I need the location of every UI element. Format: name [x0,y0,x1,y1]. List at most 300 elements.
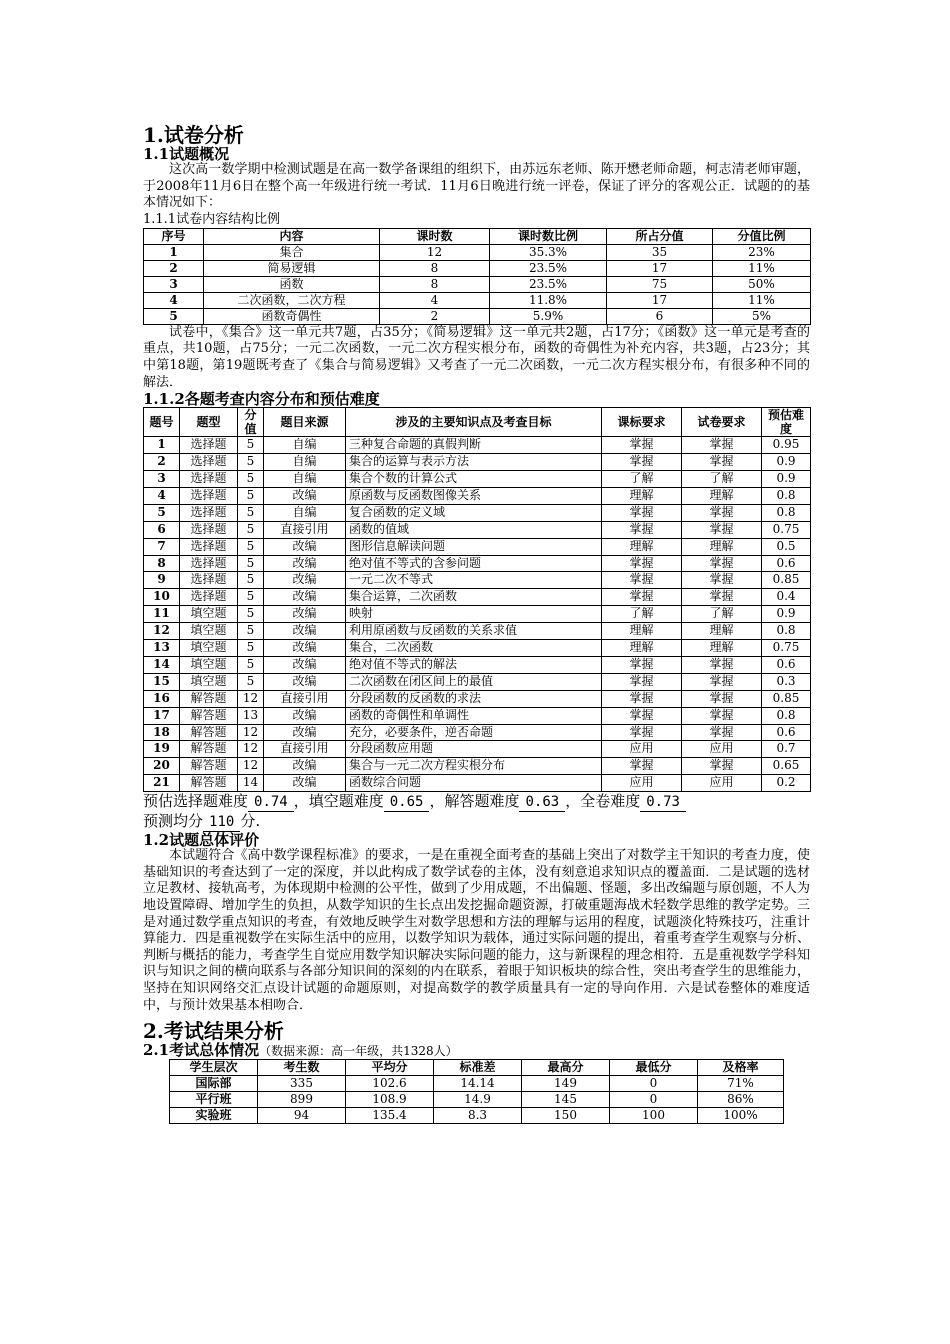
table-cell: 13 [144,640,180,657]
table-cell: 12 [238,724,264,741]
whole-difficulty-label: ，全卷难度 [565,792,641,811]
section-1-1-2-title: 1.1.2各题考查内容分布和预估难度 [143,390,380,409]
table-cell: 掌握 [682,690,762,707]
table-cell: 9 [144,572,180,589]
table-row [144,572,811,589]
table-cell: 分段函数应用题 [346,741,602,758]
section-1-2-title: 1.2试题总体评价 [143,831,260,850]
column-header: 分值比例 [713,228,811,244]
table-cell: 集合，二次函数 [346,640,602,657]
table-cell: 0.8 [762,623,811,640]
table-row [144,470,811,487]
table-cell: 应用 [602,775,682,792]
table-cell: 选择题 [180,538,238,555]
table-row [144,555,811,572]
table-row [144,775,811,792]
table-cell: 函数综合问题 [346,775,602,792]
table-cell: 掌握 [682,724,762,741]
table-cell: 13 [238,707,264,724]
table-cell: 掌握 [682,589,762,606]
table-cell: 0.9 [762,470,811,487]
table-cell: 选择题 [180,572,238,589]
table-cell: 填空题 [180,606,238,623]
table-cell: 17 [607,292,713,308]
table-cell: 理解 [602,487,682,504]
table-row [144,244,811,260]
table-row [144,504,811,521]
table-cell: 23.5% [490,276,607,292]
table-cell: 12 [238,741,264,758]
table-cell: 23% [713,244,811,260]
column-header: 课标要求 [602,408,682,437]
table-cell: 映射 [346,606,602,623]
table-cell: 改编 [264,606,346,623]
table-cell: 11 [144,606,180,623]
table-cell: 掌握 [602,690,682,707]
choice-difficulty-value: 0.74 [248,793,294,812]
table-cell: 5 [238,606,264,623]
table-cell: 掌握 [602,707,682,724]
table-cell: 理解 [682,623,762,640]
table-cell: 掌握 [682,572,762,589]
table-cell: 108.9 [346,1092,434,1108]
table-row [144,640,811,657]
intro-paragraph: 这次高一数学期中检测试题是在高一数学备课组的组织下，由苏远东老师、陈开懋老师命题，柯志清老师审题，于2008年11月6日在整个高一年级进行统一考试．11月6日晚进行统一评卷，保证了评分的客观公正．试题的的基本情况如下： [143,162,810,211]
table-cell: 填空题 [180,640,238,657]
column-header: 最高分 [522,1060,610,1076]
table-cell: 利用原函数与反函数的关系求值 [346,623,602,640]
column-header: 题号 [144,408,180,437]
table-cell: 0 [610,1076,698,1092]
table-cell: 掌握 [602,656,682,673]
table-row [144,606,811,623]
table-cell: 解答题 [180,707,238,724]
table-row [144,308,811,324]
table-cell: 绝对值不等式的解法 [346,656,602,673]
column-header: 课时数 [380,228,490,244]
choice-difficulty-label: 预估选择题难度 [143,792,249,811]
table-cell: 5 [238,454,264,471]
fill-difficulty-value: 0.65 [384,793,430,812]
evaluation-paragraph: 本试题符合《高中数学课程标准》的要求，一是在重视全面考查的基础上突出了对数学主干知识的考查力度，使基础知识的考查达到了一定的深度，并以此构成了数学试卷的主体，没有刻意追求知识点的覆盖面．二是试题的选材立足教材、接轨高考，为体现期中检测的公平性，做到了少用成题，不出偏题、怪题，多出改编题与原创题，不人为地设置障碍、增加学生的负担，从数学知识的生长点出发挖掘命题资源，打破重题海战术轻数学思维的教学定势。三是对通过数学重点知识的考查，有效地反映学生对数学思想和方法的理解与运用的程度，试题淡化特殊技巧，注重计算能力．四是重视数学在实际生活中的应用，以数学知识为载体，通过实际问题的提出，着重考查学生观察与分析、判断与概括的能力，考查学生自觉应用数学知识解决实际问题的能力，这与新课程的理念相符．五是重视数学学科知识与知识之间的横向联系与各部分知识间的深刻的内在联系，着眼于知识板块的综合性，突出考查学生的思维能力，坚持在知识网络交汇点设计试题的命题原则，对提高数学的教学质量具有一定的导向作用．六是试卷整体的难度适中，与预计效果基本相吻合． [143,848,810,1013]
table-cell: 0.75 [762,521,811,538]
table-cell: 掌握 [602,454,682,471]
question-distribution-table [143,407,811,792]
predicted-average-label: 预测均分 [143,812,204,831]
content-structure-table [143,228,811,325]
table-cell: 0.6 [762,555,811,572]
table-cell: 集合运算，二次函数 [346,589,602,606]
table-cell: 11% [713,292,811,308]
table-row [144,656,811,673]
table-cell: 0.5 [762,538,811,555]
table-cell: 理解 [602,538,682,555]
table-cell: 18 [144,724,180,741]
column-header: 平均分 [346,1060,434,1076]
table-cell: 了解 [602,606,682,623]
table-cell: 改编 [264,724,346,741]
table-cell: 掌握 [682,504,762,521]
column-header: 题型 [180,408,238,437]
table-cell: 16 [144,690,180,707]
table-cell: 了解 [602,470,682,487]
table-cell: 二次函数，二次方程 [204,292,380,308]
table-cell: 8 [144,555,180,572]
table-row [144,437,811,454]
table-cell: 应用 [602,741,682,758]
table-cell: 2 [144,260,204,276]
section-2-1-title [143,1042,810,1059]
table-cell: 选择题 [180,470,238,487]
column-header: 题目来源 [264,408,346,437]
table-cell: 掌握 [602,572,682,589]
section-2-title: 2.考试结果分析 [143,1019,284,1044]
table-cell: 17 [144,707,180,724]
column-header: 考生数 [258,1060,346,1076]
table-cell: 102.6 [346,1076,434,1092]
table-row [144,758,811,775]
table-cell: 14.14 [434,1076,522,1092]
table-cell: 掌握 [602,589,682,606]
table-row [144,538,811,555]
table-cell: 94 [258,1108,346,1124]
table-row [144,292,811,308]
table-cell: 函数的值域 [346,521,602,538]
table-cell: 理解 [682,538,762,555]
table-cell: 选择题 [180,504,238,521]
table-cell: 解答题 [180,775,238,792]
table-cell: 理解 [602,623,682,640]
table-cell: 0 [610,1092,698,1108]
table-cell: 改编 [264,656,346,673]
table-cell: 函数奇偶性 [204,308,380,324]
table-cell: 7 [144,538,180,555]
table-row [144,521,811,538]
predicted-average-unit: 分. [240,812,261,831]
table-cell: 直接引用 [264,690,346,707]
table-cell: 掌握 [602,555,682,572]
table-cell: 掌握 [682,454,762,471]
table-cell: 绝对值不等式的含参问题 [346,555,602,572]
table-cell: 0.8 [762,707,811,724]
table-cell: 选择题 [180,487,238,504]
table-cell: 14 [144,656,180,673]
table-cell: 了解 [682,606,762,623]
table-cell: 改编 [264,775,346,792]
fill-difficulty-label: ，填空题难度 [293,792,384,811]
table-cell: 0.9 [762,606,811,623]
table-cell: 1 [144,437,180,454]
predicted-average-line [143,812,810,832]
table-cell: 改编 [264,589,346,606]
table-cell: 14 [238,775,264,792]
table-cell: 15 [144,673,180,690]
table-cell: 1 [144,244,204,260]
table-cell: 三种复合命题的真假判断 [346,437,602,454]
table-cell: 0.65 [762,758,811,775]
table-cell: 填空题 [180,673,238,690]
table-cell: 自编 [264,437,346,454]
table-cell: 335 [258,1076,346,1092]
table-cell: 0.7 [762,741,811,758]
table-cell: 35 [607,244,713,260]
table-cell: 135.4 [346,1108,434,1124]
table-cell: 23.5% [490,260,607,276]
table-cell: 改编 [264,640,346,657]
table-cell: 12 [144,623,180,640]
table-cell: 14.9 [434,1092,522,1108]
table-cell: 解答题 [180,758,238,775]
table-cell: 改编 [264,487,346,504]
table-cell: 0.8 [762,504,811,521]
table-cell: 4 [144,487,180,504]
table-cell: 0.4 [762,589,811,606]
table-row [144,707,811,724]
column-header: 内容 [204,228,380,244]
table-cell: 10 [144,589,180,606]
table-cell: 应用 [682,741,762,758]
table-cell: 100% [698,1108,784,1124]
table-cell: 0.6 [762,724,811,741]
document-page [143,118,810,1124]
table-cell: 国际部 [170,1076,258,1092]
table-cell: 11.8% [490,292,607,308]
table-cell: 应用 [682,775,762,792]
table-cell: 35.3% [490,244,607,260]
table-cell: 改编 [264,555,346,572]
whole-difficulty-value: 0.73 [640,793,686,812]
table-cell: 149 [522,1076,610,1092]
table-cell: 一元二次不等式 [346,572,602,589]
table-cell: 平行班 [170,1092,258,1108]
table-cell: 集合的运算与表示方法 [346,454,602,471]
table-cell: 掌握 [602,504,682,521]
table-cell: 0.85 [762,690,811,707]
table-cell: 5 [238,521,264,538]
table-cell: 5.9% [490,308,607,324]
table-cell: 8.3 [434,1108,522,1124]
table-cell: 12 [380,244,490,260]
table-cell: 2 [380,308,490,324]
section-2-1-title-text: 2.1考试总体情况 [143,1041,260,1060]
table-cell: 简易逻辑 [204,260,380,276]
table-cell: 复合函数的定义域 [346,504,602,521]
table-cell: 直接引用 [264,521,346,538]
column-header: 预估难度 [762,408,811,437]
table-row [144,673,811,690]
table-cell: 12 [238,690,264,707]
table-cell: 掌握 [682,437,762,454]
table-cell: 掌握 [682,673,762,690]
table-cell: 4 [144,292,204,308]
table-cell: 改编 [264,538,346,555]
table-cell: 解答题 [180,690,238,707]
table-cell: 掌握 [602,673,682,690]
table-cell: 解答题 [180,724,238,741]
table-cell: 实验班 [170,1108,258,1124]
table-row [144,724,811,741]
table-row [170,1108,784,1124]
table-cell: 100 [610,1108,698,1124]
column-header: 分值 [238,408,264,437]
table-row [144,623,811,640]
overall-results-table [169,1059,784,1124]
column-header: 序号 [144,228,204,244]
table-cell: 选择题 [180,555,238,572]
table-row [144,690,811,707]
table-cell: 0.6 [762,656,811,673]
table-cell: 3 [144,276,204,292]
table-cell: 50% [713,276,811,292]
table-row [170,1076,784,1092]
table-cell: 5 [238,656,264,673]
table-cell: 掌握 [602,758,682,775]
table-cell: 75 [607,276,713,292]
structure-note-paragraph: 试卷中，《集合》这一单元共7题，占35分；《简易逻辑》这一单元共2题，占17分；《函数》这一单元是考查的重点，共10题，占75分；一元二次函数，一元二次方程实根分布，函数的奇偶性为补充内容，共3题，占23分；其中第18题，第19题既考查了《集合与简易逻辑》又考查了一元二次函数，一元二次方程实根分布，有很多种不同的解法． [143,324,810,390]
table-cell: 集合 [204,244,380,260]
table-cell: 5 [238,538,264,555]
table-cell: 分段函数的反函数的求法 [346,690,602,707]
answer-difficulty-value: 0.63 [519,793,565,812]
table-cell: 函数的奇偶性和单调性 [346,707,602,724]
table-row [144,589,811,606]
table-row [144,454,811,471]
table-cell: 17 [607,260,713,276]
data-source-note: （数据来源：高一年级，共1328人） [259,1044,458,1059]
table-cell: 填空题 [180,623,238,640]
table-cell: 8 [380,260,490,276]
table-cell: 集合与一元二次方程实根分布 [346,758,602,775]
table-cell: 899 [258,1092,346,1108]
table-cell: 5 [238,504,264,521]
table-cell: 4 [380,292,490,308]
table-cell: 5 [238,572,264,589]
table-cell: 选择题 [180,589,238,606]
table-cell: 自编 [264,454,346,471]
table-cell: 自编 [264,504,346,521]
table-cell: 掌握 [682,707,762,724]
table-cell: 6 [607,308,713,324]
table-cell: 6 [144,521,180,538]
table-cell: 5 [238,470,264,487]
table-header-row [144,408,811,437]
table-cell: 了解 [682,470,762,487]
table-cell: 选择题 [180,437,238,454]
section-1-1-1-title: 1.1.1试卷内容结构比例 [143,211,281,227]
table-row [144,276,811,292]
table-cell: 理解 [602,640,682,657]
table-cell: 掌握 [682,758,762,775]
section-1-title: 1.试卷分析 [143,123,244,147]
table-cell: 0.95 [762,437,811,454]
table-cell: 0.2 [762,775,811,792]
table-cell: 改编 [264,707,346,724]
column-header: 课时数比例 [490,228,607,244]
section-1-1-title: 1.1试题概况 [143,145,230,163]
table-cell: 自编 [264,470,346,487]
predicted-average-value: 110 [203,813,240,832]
table-cell: 掌握 [602,521,682,538]
table-cell: 86% [698,1092,784,1108]
table-cell: 5 [238,589,264,606]
column-header: 最低分 [610,1060,698,1076]
table-cell: 图形信息解读问题 [346,538,602,555]
table-cell: 5 [238,640,264,657]
table-cell: 理解 [682,487,762,504]
table-cell: 掌握 [682,521,762,538]
column-header: 标准差 [434,1060,522,1076]
table-row [170,1092,784,1108]
table-cell: 改编 [264,623,346,640]
table-cell: 150 [522,1108,610,1124]
table-cell: 改编 [264,758,346,775]
table-row [144,487,811,504]
table-cell: 掌握 [682,656,762,673]
column-header: 涉及的主要知识点及考查目标 [346,408,602,437]
table-cell: 直接引用 [264,741,346,758]
table-cell: 充分，必要条件，逆否命题 [346,724,602,741]
table-cell: 5 [238,555,264,572]
difficulty-estimate-line [143,792,810,812]
table-cell: 改编 [264,572,346,589]
table-cell: 0.8 [762,487,811,504]
table-row [144,260,811,276]
table-cell: 掌握 [602,724,682,741]
table-cell: 5% [713,308,811,324]
table-header-row [144,228,811,244]
answer-difficulty-label: ，解答题难度 [429,792,520,811]
table-cell: 71% [698,1076,784,1092]
table-cell: 函数 [204,276,380,292]
table-cell: 11% [713,260,811,276]
column-header: 学生层次 [170,1060,258,1076]
column-header: 所占分值 [607,228,713,244]
table-cell: 选择题 [180,454,238,471]
table-row [144,741,811,758]
table-cell: 5 [144,504,180,521]
table-cell: 145 [522,1092,610,1108]
table-cell: 5 [144,308,204,324]
table-cell: 3 [144,470,180,487]
table-cell: 19 [144,741,180,758]
table-cell: 0.9 [762,454,811,471]
table-cell: 0.3 [762,673,811,690]
column-header: 试卷要求 [682,408,762,437]
table-cell: 改编 [264,673,346,690]
table-cell: 原函数与反函数图像关系 [346,487,602,504]
table-cell: 5 [238,673,264,690]
table-cell: 理解 [682,640,762,657]
table-header-row [170,1060,784,1076]
table-cell: 掌握 [682,555,762,572]
table-cell: 填空题 [180,656,238,673]
column-header: 及格率 [698,1060,784,1076]
table-cell: 2 [144,454,180,471]
table-cell: 解答题 [180,741,238,758]
table-cell: 20 [144,758,180,775]
table-cell: 0.75 [762,640,811,657]
table-cell: 掌握 [602,437,682,454]
table-cell: 集合个数的计算公式 [346,470,602,487]
table-cell: 8 [380,276,490,292]
table-cell: 5 [238,487,264,504]
table-cell: 21 [144,775,180,792]
table-cell: 5 [238,623,264,640]
table-cell: 12 [238,758,264,775]
table-cell: 0.85 [762,572,811,589]
table-cell: 选择题 [180,521,238,538]
table-cell: 5 [238,437,264,454]
